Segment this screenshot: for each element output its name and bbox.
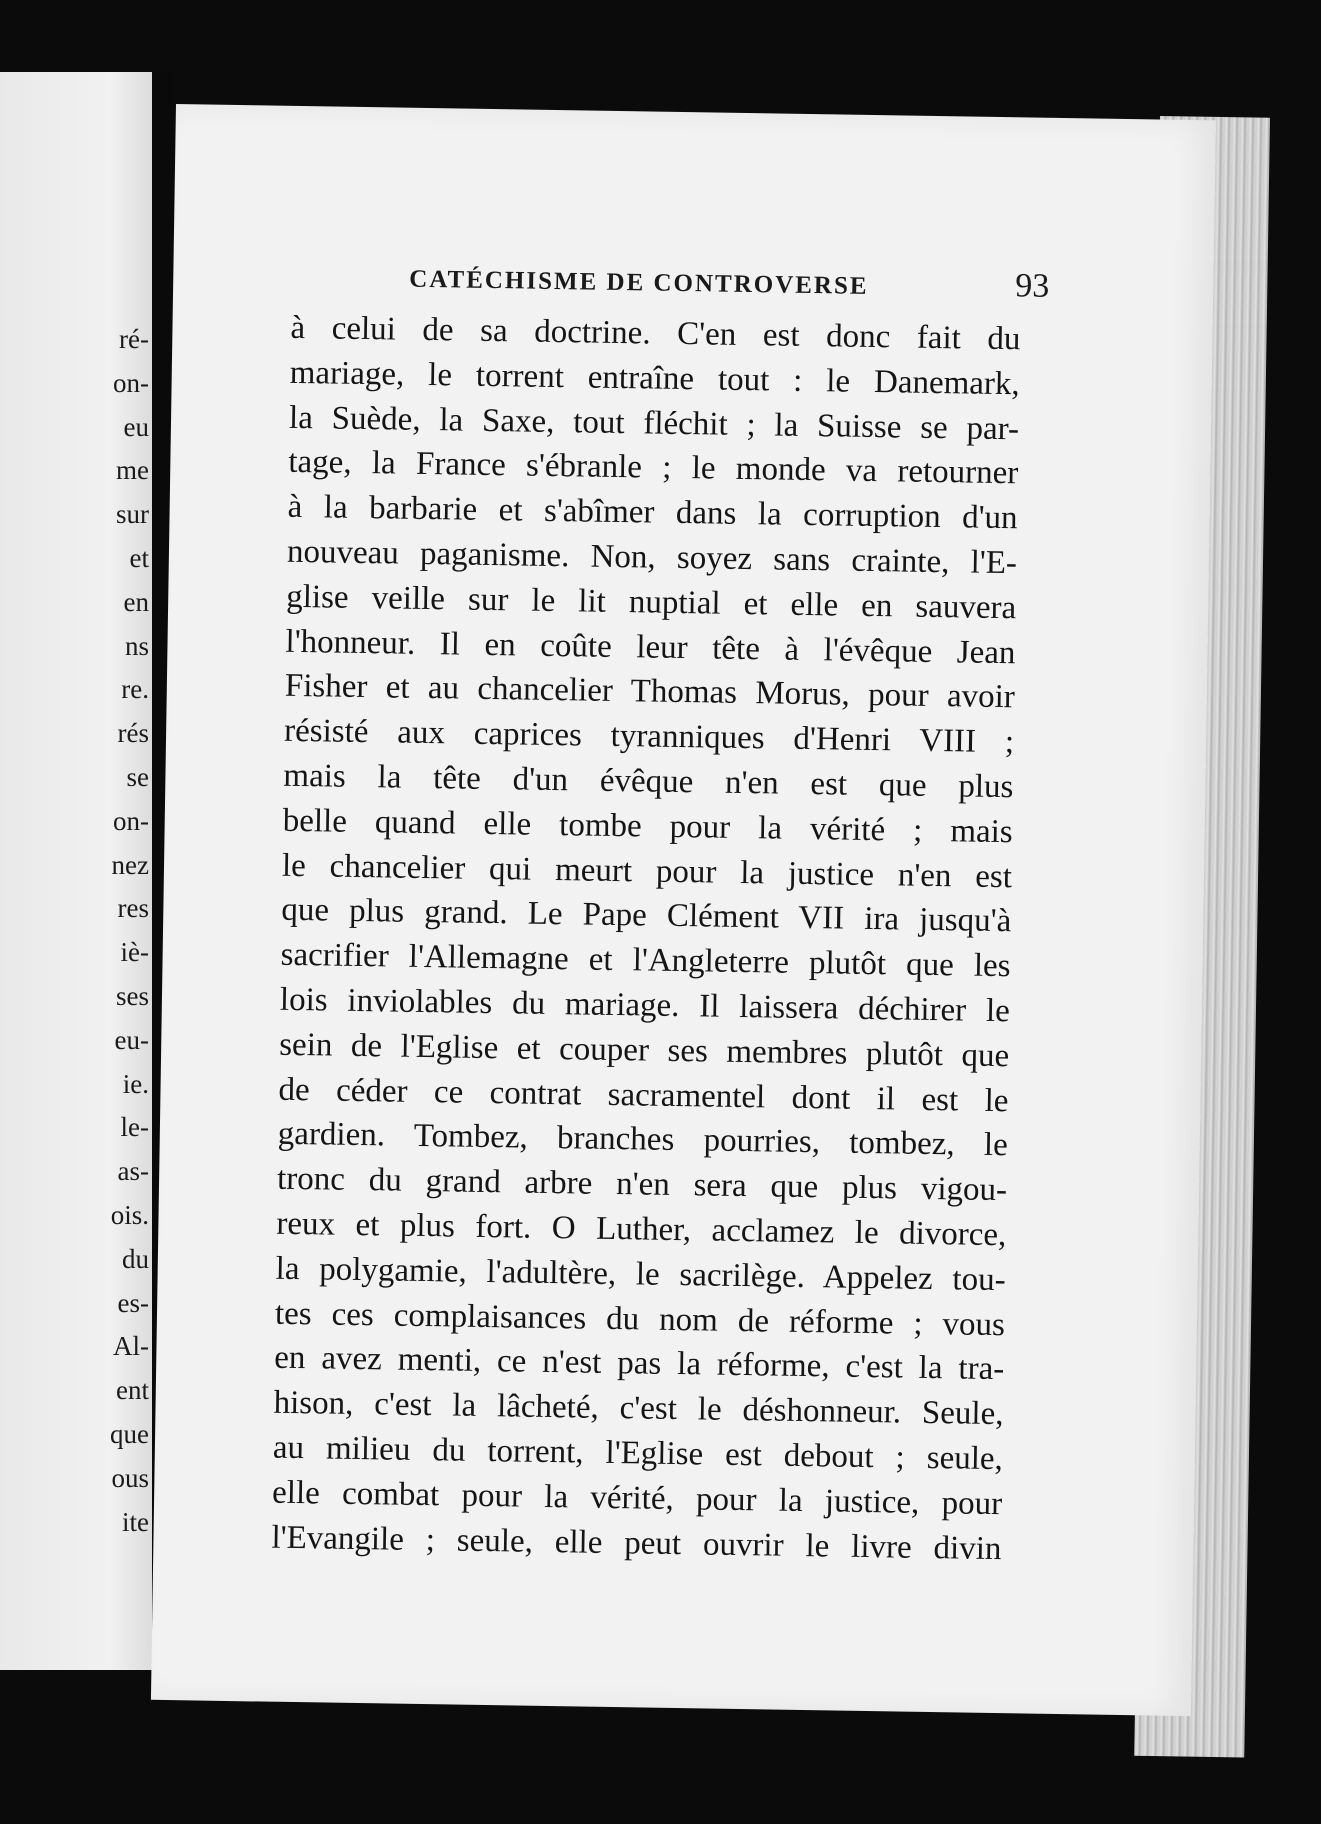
- body-text-line: hison, c'est la lâcheté, c'est le déshonneur. Seule,: [273, 1384, 1004, 1433]
- previous-page-line-fragment: eu: [123, 411, 149, 442]
- body-text-line: à celui de sa doctrine. C'en est donc fait du: [290, 309, 1021, 358]
- body-text-line: mais la tête d'un évêque n'en est que plus: [283, 757, 1014, 806]
- body-text-line: elle combat pour la vérité, pour la justice, pour: [271, 1474, 1003, 1522]
- body-text-line: Fisher et au chancelier Thomas Morus, pour avoir: [284, 668, 1016, 716]
- previous-page-line-fragment: iè-: [120, 937, 149, 968]
- previous-page-line-fragment: nez: [111, 849, 149, 880]
- running-title: CATÉCHISME DE CONTROVERSE: [409, 265, 869, 300]
- running-header: [409, 258, 1050, 306]
- previous-page-line-fragment: es-: [117, 1287, 149, 1318]
- body-text-line: nouveau paganisme. Non, soyez sans crainte, l'E-: [286, 533, 1018, 582]
- previous-page-line-fragment: en: [123, 586, 149, 617]
- body-text-line: la polygamie, l'adultère, le sacrilège. Appelez tou-: [275, 1250, 1006, 1298]
- body-text-line: au milieu du torrent, l'Eglise est debout ; seule,: [272, 1429, 1004, 1478]
- body-text-line: de céder ce contrat sacramentel dont il est le: [278, 1071, 1009, 1119]
- previous-page-line-fragment: sur: [116, 499, 149, 530]
- body-text-line: belle quand elle tombe pour la vérité ; mais: [282, 802, 1013, 850]
- previous-page-text: [0, 318, 155, 1544]
- body-text-line: résisté aux caprices tyranniques d'Henri VIII ;: [283, 712, 1015, 761]
- previous-page-line-fragment: ous: [111, 1462, 149, 1493]
- previous-page-line-fragment: le-: [120, 1112, 149, 1143]
- previous-page-line-fragment: ois.: [110, 1199, 149, 1230]
- previous-page-line-fragment: ite: [122, 1506, 149, 1537]
- previous-page-line-fragment: me: [116, 455, 149, 486]
- body-text-line: sacrifier l'Allemagne et l'Angleterre plutôt que les: [280, 936, 1011, 985]
- previous-page-line-fragment: on-: [113, 367, 149, 398]
- body-text-line: tronc du grand arbre n'en sera que plus vigou-: [276, 1160, 1008, 1209]
- previous-page-line-fragment: ns: [124, 630, 149, 661]
- body-text-line: en avez menti, ce n'est pas la réforme, c'est la tra-: [274, 1340, 1005, 1388]
- previous-page-line-fragment: on-: [113, 805, 149, 836]
- previous-page-line-fragment: du: [122, 1243, 149, 1274]
- body-text-line: mariage, le torrent entraîne tout : le Danemark,: [289, 354, 1020, 403]
- previous-page-line-fragment: ré-: [119, 324, 149, 354]
- current-page: [151, 104, 1216, 1716]
- body-text: [271, 306, 1021, 1572]
- body-text-line: lois inviolables du mariage. Il laissera déchirer le: [279, 981, 1011, 1030]
- body-text-line: l'honneur. Il en coûte leur tête à l'évêque Jean: [285, 623, 1016, 671]
- body-text-line: à la barbarie et s'abîmer dans la corruption d'un: [287, 488, 1018, 537]
- body-text-line: tes ces complaisances du nom de réforme ; vous: [274, 1295, 1006, 1343]
- previous-page-line-fragment: que: [110, 1418, 149, 1449]
- page-number: 93: [1014, 267, 1050, 305]
- body-text-line: gardien. Tombez, branches pourries, tombez, le: [277, 1116, 1009, 1164]
- previous-page-line-fragment: rés: [117, 718, 149, 749]
- previous-page-line-fragment: res: [117, 893, 149, 924]
- previous-page-line-fragment: re.: [121, 674, 149, 705]
- body-text-line: glise veille sur le lit nuptial et elle en sauvera: [285, 578, 1017, 627]
- previous-page-line-fragment: ent: [116, 1375, 149, 1406]
- body-text-line: reux et plus fort. O Luther, acclamez le divorce,: [276, 1205, 1007, 1254]
- body-text-line: le chancelier qui meurt pour la justice n'en est: [281, 847, 1013, 895]
- body-text-line: tage, la France s'ébranle ; le monde va retourner: [288, 444, 1019, 492]
- previous-page-line-fragment: se: [126, 761, 149, 792]
- body-text-line: que plus grand. Le Pape Clément VII ira jusqu'à: [281, 892, 1012, 940]
- previous-page-line-fragment: as-: [117, 1156, 149, 1187]
- body-text-line: la Suède, la Saxe, tout fléchit ; la Suisse se par-: [288, 399, 1020, 447]
- previous-page-line-fragment: ie.: [122, 1068, 149, 1099]
- previous-page-line-fragment: ses: [116, 980, 149, 1011]
- body-text-line: sein de l'Eglise et couper ses membres plutôt que: [278, 1026, 1010, 1074]
- previous-page-line-fragment: Al-: [113, 1331, 149, 1362]
- previous-page-line-fragment: et: [129, 542, 149, 573]
- previous-page-line-fragment: eu-: [114, 1024, 149, 1055]
- body-text-line: l'Evangile ; seule, elle peut ouvrir le livre divin: [271, 1519, 1002, 1567]
